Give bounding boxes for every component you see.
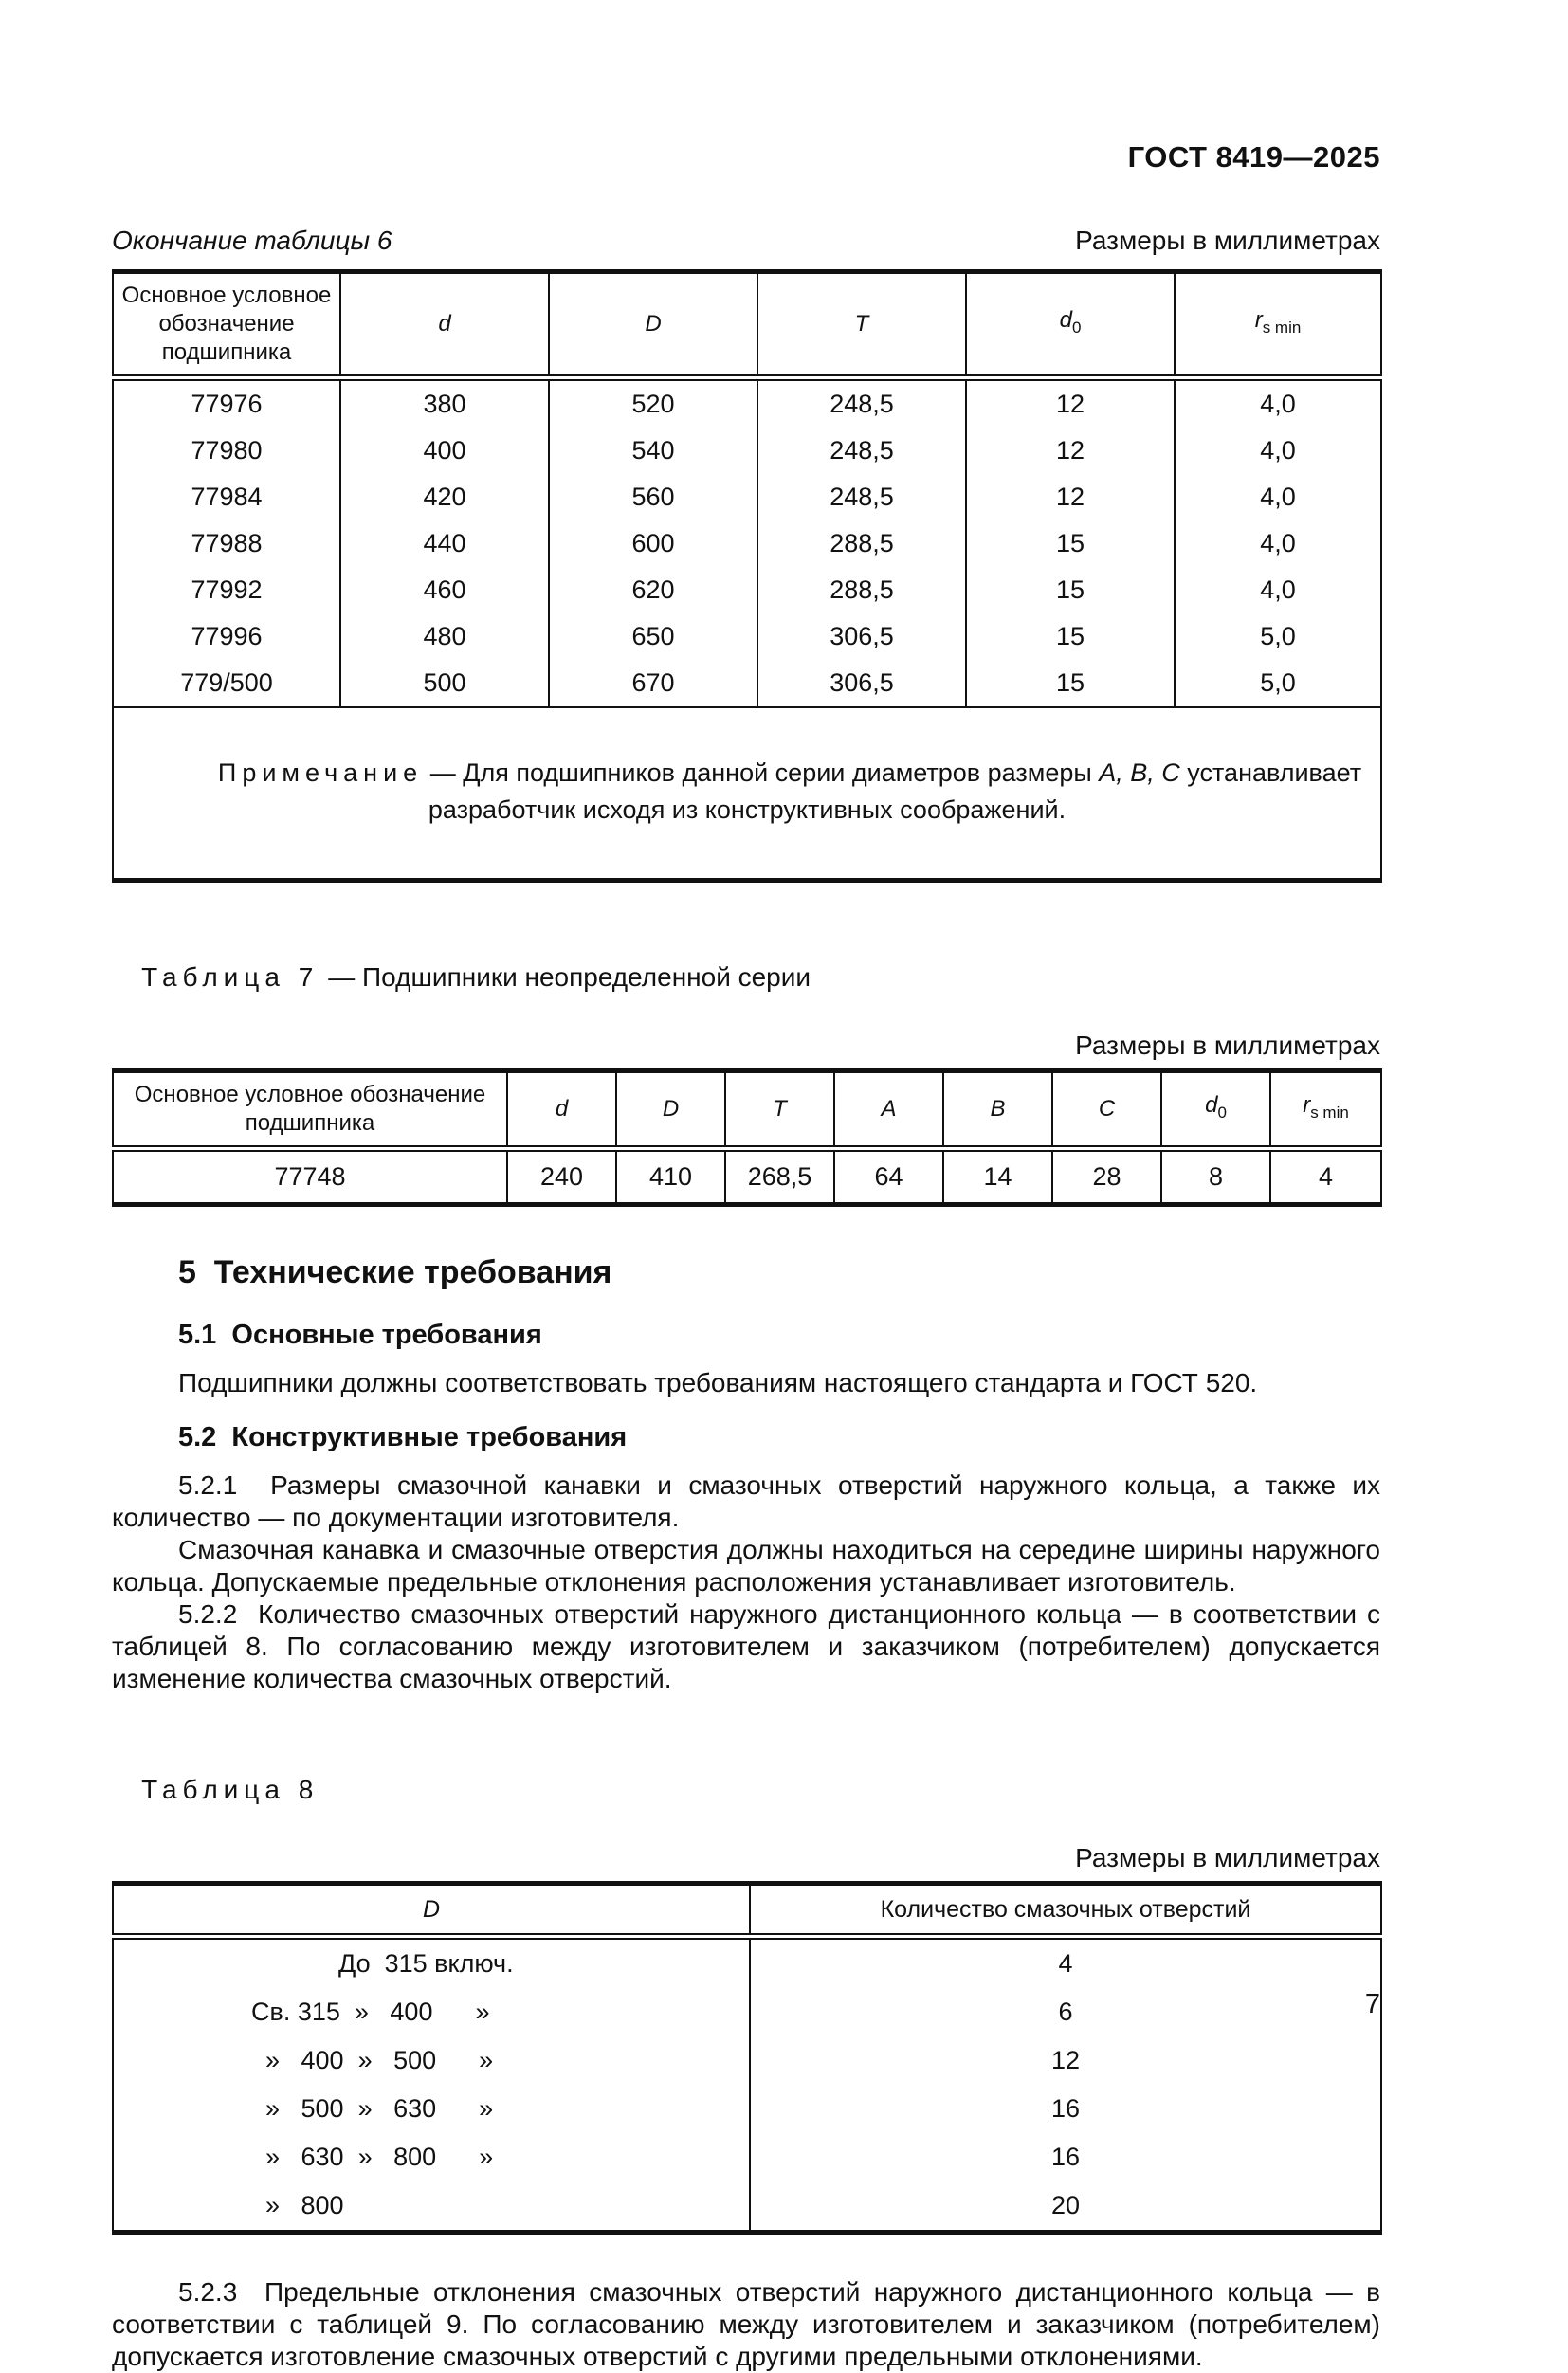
table6-note-row (113, 707, 1381, 881)
table7-col-rsmin: $r_{s min}$ (1270, 1071, 1381, 1149)
dimensions-note-table6: Размеры в миллиметрах (1075, 226, 1380, 255)
d-symbol: d (438, 311, 451, 337)
table6-col-D (549, 272, 757, 378)
table8-caption (112, 1744, 1380, 1835)
table-row: 77988 440 600 288,5 15 4,0 (113, 520, 1381, 567)
table-row: 77992 460 620 288,5 15 4,0 (113, 567, 1381, 613)
paragraph-5-1: Подшипники должны соответствовать требованиям настоящего стандарта и ГОСТ 520. (178, 1368, 1258, 1397)
table8-header-row (113, 1884, 1381, 1937)
C-symbol: C (1098, 1096, 1116, 1122)
table-7 (112, 1068, 1382, 1207)
table6-col-designation: Основное условное обозначение подшипника (113, 272, 340, 378)
paragraph-5-2-1b: Смазочная канавка и смазочные отверстия должны находиться на середине ширины наружного кольца. Допускаемые предельные отклонения расположения устанавливает изготовитель. (112, 1535, 1388, 1597)
table7-caption-label: Таблица 7 (141, 962, 319, 992)
d-range: До 315 включ. (338, 1949, 514, 1978)
paragraph-5-2-3: 5.2.3 Предельные отклонения смазочных отверстий наружного дистанционного кольца — в соответствии с таблицей 9. По согласованию между изготовителем и заказчиком (потребителем) допускается изготовление смазочных отверстий с другими предельными отклонениями. (112, 2277, 1388, 2371)
table6-col-T (757, 272, 966, 378)
table6-col-rsmin: $r_{s min}$ (1175, 272, 1381, 378)
A-symbol: A (881, 1096, 897, 1122)
table7-col-T (725, 1071, 834, 1149)
d-range: » 500 » 630 » (251, 2094, 494, 2123)
table7-caption: Таблица 7 — Подшипники неопределенной серии (141, 962, 811, 992)
rsmin-symbol: r (1303, 1092, 1311, 1119)
B-symbol: B (990, 1096, 1006, 1122)
table-row (113, 2085, 1381, 2133)
table6-continuation-label: Окончание таблицы 6 (112, 226, 392, 255)
D-symbol: D (662, 1096, 680, 1122)
table-row (113, 2133, 1381, 2181)
table7-col-designation: Основное условное обозначение подшипника (113, 1071, 507, 1149)
note-abc-symbols: А, В, С (1099, 758, 1180, 787)
D-symbol: D (422, 1896, 441, 1923)
table7-col-d0: $d_0$ (1161, 1071, 1270, 1149)
table-row: 779/500 500 670 306,5 15 5,0 (113, 660, 1381, 707)
table7-header-row (113, 1071, 1381, 1149)
d-symbol: d (555, 1096, 569, 1122)
table8-col-D (113, 1884, 750, 1937)
table6-col-d (340, 272, 549, 378)
d-range: » 630 » 800 » (251, 2143, 494, 2171)
table-row (113, 1937, 1381, 1989)
d-range: Св. 315 » 400 » (251, 1998, 490, 2026)
table7-col-C (1052, 1071, 1161, 1149)
table7-col-A (834, 1071, 943, 1149)
table-6 (112, 269, 1382, 883)
dimensions-note-table8: Размеры в миллиметрах (1075, 1843, 1380, 1872)
table7-col-D (616, 1071, 725, 1149)
table8-col-count: Количество смазочных отверстий (750, 1884, 1381, 1937)
doc-number: ГОСТ 8419—2025 (1127, 140, 1380, 173)
table-row (113, 2036, 1381, 2085)
table-row: 77748 240 410 268,5 64 14 28 8 4 (113, 1149, 1381, 1205)
T-symbol: T (854, 311, 869, 337)
paragraph-5-2-2: 5.2.2 Количество смазочных отверстий наружного дистанционного кольца — в соответствии с таблицей 8. По согласованию между изготовителем и заказчиком (потребителем) допускается изменение количества смазочных отверстий. (112, 1599, 1388, 1693)
hole-count: 20 (750, 2181, 1381, 2233)
table-row: 77984 420 560 248,5 12 4,0 (113, 474, 1381, 520)
table6-note: Примечание — Для подшипников данной серии диаметров размеры А, В, С устанавливает разработчик исходя из конструктивных соображений. (113, 707, 1381, 881)
table6-continuation-line (112, 226, 1380, 256)
d-range: » 800 (251, 2191, 344, 2219)
D-symbol: D (645, 311, 662, 337)
table7-col-B (943, 1071, 1052, 1149)
table6-col-d0: $d_0$ (966, 272, 1175, 378)
d0-symbol: d (1205, 1092, 1218, 1119)
table-row: 77980 400 540 248,5 12 4,0 (113, 428, 1381, 474)
d0-symbol: d (1059, 307, 1072, 334)
section-5-2-title: 5.2 Конструктивные требования (178, 1422, 628, 1452)
dimensions-note-table7: Размеры в миллиметрах (1075, 1031, 1380, 1060)
table8-caption-label: Таблица 8 (141, 1775, 319, 1804)
page-number: 7 (1364, 1989, 1380, 2019)
hole-count: 4 (750, 1937, 1381, 1989)
table-row: 77996 480 650 306,5 15 5,0 (113, 613, 1381, 660)
table7-col-d (507, 1071, 616, 1149)
rsmin-symbol: r (1254, 307, 1263, 334)
hole-count: 16 (750, 2085, 1381, 2133)
note-label: Примечание (217, 758, 424, 787)
section-5-title: 5 Технические требования (178, 1254, 612, 1290)
table6-header-row (113, 272, 1381, 378)
table-row (113, 1988, 1381, 2036)
hole-count: 6 (750, 1988, 1381, 2036)
hole-count: 16 (750, 2133, 1381, 2181)
d-range: » 400 » 500 » (251, 2046, 494, 2074)
T-symbol: T (773, 1096, 787, 1122)
paragraph-5-2-1: 5.2.1 Размеры смазочной канавки и смазочных отверстий наружного кольца, а также их количество — по документации изготовителя. (112, 1470, 1388, 1532)
section-5-1-title: 5.1 Основные требования (178, 1320, 542, 1350)
table-row: 77976 380 520 248,5 12 4,0 (113, 378, 1381, 429)
table-row (113, 2181, 1381, 2233)
hole-count: 12 (750, 2036, 1381, 2085)
table-8 (112, 1881, 1382, 2235)
